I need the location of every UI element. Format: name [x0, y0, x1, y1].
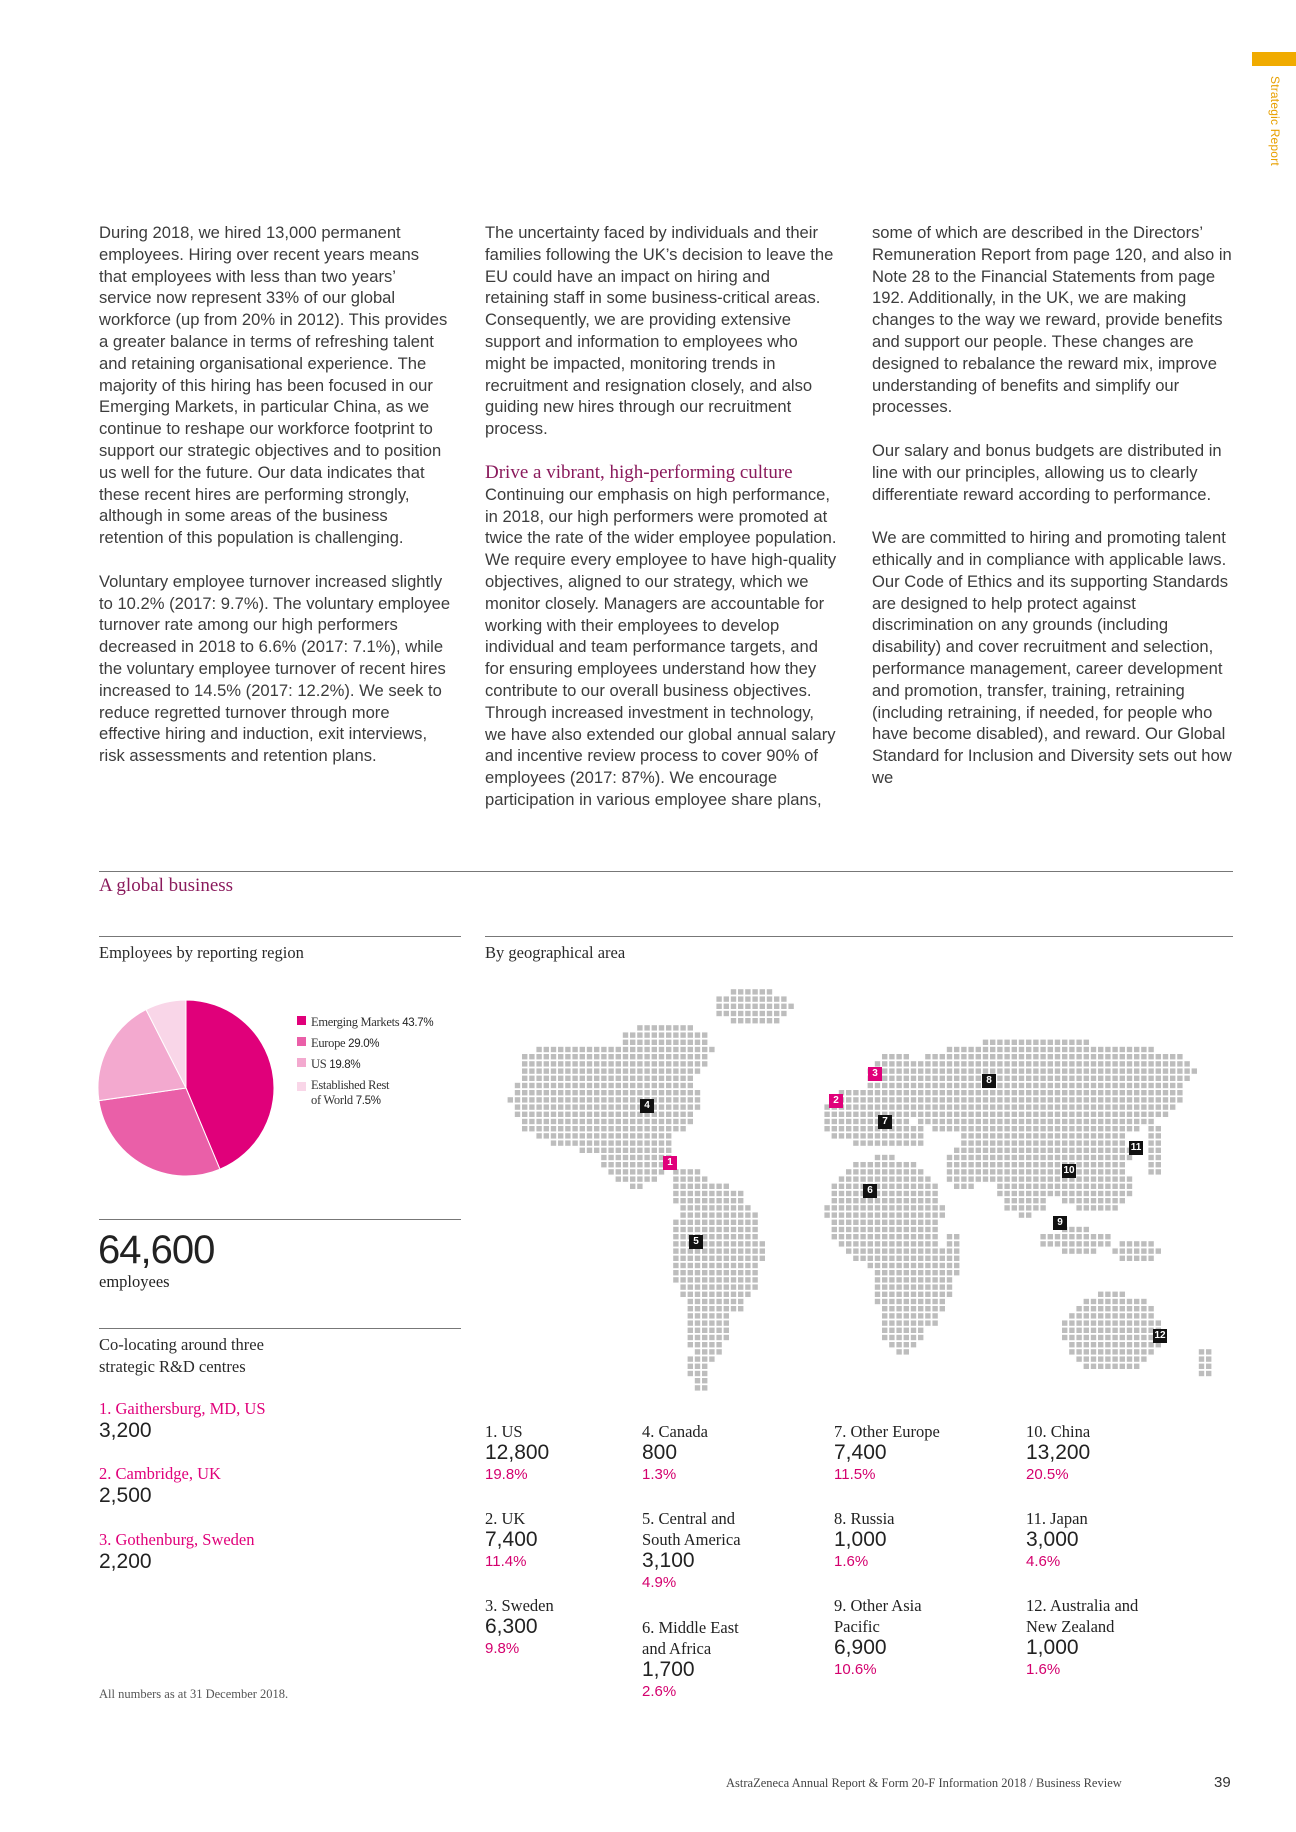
area-japan	[1026, 1508, 1186, 1570]
area-percent: 2.6%	[642, 1683, 677, 1700]
map-marker-11: 11	[1130, 1142, 1142, 1153]
area-percent: 4.6%	[1026, 1553, 1061, 1570]
area-value: 1,700	[642, 1658, 695, 1681]
area-value: 3,100	[642, 1549, 695, 1572]
map-marker-1: 1	[663, 1156, 677, 1170]
area-china	[1026, 1421, 1186, 1483]
area-name: 3. Sweden	[485, 1596, 554, 1615]
area-name: 11. Japan	[1026, 1509, 1088, 1528]
section-heading: Drive a vibrant, high-performing culture	[485, 461, 793, 483]
area-name-line: New Zealand	[1026, 1617, 1115, 1636]
legend-swatch	[297, 1058, 306, 1067]
area-name	[1026, 1595, 1186, 1637]
area-value: 6,300	[485, 1615, 538, 1638]
map-marker-8: 8	[982, 1074, 996, 1088]
map-marker-2: 2	[829, 1094, 843, 1108]
area-value: 1,000	[1026, 1636, 1079, 1659]
legend-item-established-row	[297, 1078, 433, 1109]
region-chart-title: Employees by reporting region	[99, 943, 304, 962]
rd-centre-name: 3. Gothenburg, Sweden	[99, 1530, 255, 1549]
paragraph: Continuing our emphasis on high performance, in 2018, our high performers were promoted at twice the rate of the wider employee population. We require every employee to have high-quality objectives, aligned to our strategy, which we monitor closely. Managers are accountable for working with their employees to develop individual and team performance targets, and for ensuring employees understand how they contribute to our overall business objectives. Through increased investment in technology, we have also extended our global annual salary and incentive review process to cover 90% of employees (2017: 87%). We encourage participation in various employee share plans,	[485, 484, 837, 809]
divider	[99, 1328, 461, 1329]
legend-swatch	[297, 1037, 306, 1046]
area-name: 10. China	[1026, 1422, 1091, 1441]
area-value: 6,900	[834, 1636, 887, 1659]
map-marker-10: 10	[1063, 1165, 1075, 1176]
map-land-dot	[731, 989, 736, 994]
area-name-line: 12. Australia and	[1026, 1596, 1139, 1615]
map-marker-9: 9	[1053, 1216, 1067, 1230]
divider	[99, 1219, 461, 1220]
legend-label: Europe	[311, 1036, 346, 1050]
rd-title-line: strategic R&D centres	[99, 1357, 246, 1376]
divider	[99, 936, 461, 937]
footnote: All numbers as at 31 December 2018.	[99, 1687, 289, 1701]
paragraph: Voluntary employee turnover increased slightly to 10.2% (2017: 9.7%). The voluntary employee turnover rate among our high performers decreased in 2018 to 6.6% (2017: 7.1%), while the voluntary employee turnover of recent hires increased to 14.5% (2017: 12.2%). We seek to reduce regretted turnover through more effective hiring and induction, exit interviews, risk assessments and retention plans.	[99, 571, 451, 766]
area-sweden	[485, 1595, 645, 1657]
area-percent: 9.8%	[485, 1640, 520, 1657]
area-name: 1. US	[485, 1422, 523, 1441]
area-uk	[485, 1508, 645, 1570]
text-column-3	[872, 222, 1240, 811]
area-percent: 1.6%	[1026, 1661, 1061, 1678]
area-percent: 11.5%	[834, 1466, 876, 1483]
area-percent: 4.9%	[642, 1574, 677, 1591]
area-value: 13,200	[1026, 1441, 1091, 1464]
area-percent: 20.5%	[1026, 1466, 1069, 1483]
legend-value: 29.0%	[348, 1038, 380, 1050]
legend-value: 7.5%	[355, 1095, 381, 1107]
rd-centre-value: 2,500	[99, 1484, 152, 1507]
legend-label: US	[311, 1057, 327, 1071]
area-name-line: 5. Central and	[642, 1509, 736, 1528]
geo-map-title: By geographical area	[485, 943, 626, 962]
area-other-asia-pacific	[834, 1595, 994, 1678]
area-name	[834, 1595, 994, 1637]
total-employees-value: 64,600	[98, 1228, 215, 1272]
pie-legend	[297, 1012, 433, 1109]
area-value: 3,000	[1026, 1528, 1079, 1551]
legend-item-emerging-markets	[297, 1012, 433, 1033]
map-marker-6: 6	[863, 1184, 877, 1198]
rd-title	[99, 1334, 264, 1378]
paragraph: The uncertainty faced by individuals and their families following the UK’s decision to leave the EU could have an impact on hiring and retaining staff in some business-critical areas. Consequently, we are providing extensive support and information to employees who might be impacted, monitoring trends in recruitment and resignation closely, and also guiding new hires through our recruitment process.	[485, 223, 834, 439]
text-column-2	[485, 222, 837, 833]
legend-item-us	[297, 1054, 433, 1075]
rd-title-line: Co-locating around three	[99, 1335, 264, 1354]
rd-centre-name: 1. Gaithersburg, MD, US	[99, 1399, 266, 1418]
area-value: 12,800	[485, 1441, 550, 1464]
divider	[485, 936, 1233, 937]
area-name-line: South America	[642, 1530, 741, 1549]
area-percent: 1.6%	[834, 1553, 869, 1570]
world-map-dots	[482, 978, 1242, 1410]
area-name	[642, 1617, 802, 1659]
area-australia-nz	[1026, 1595, 1186, 1678]
area-central-south-america	[642, 1508, 802, 1591]
paragraph: During 2018, we hired 13,000 permanent employees. Hiring over recent years means that employees with less than two years’ service now represent 33% of our global workforce (up from 20% in 2012). This provides a greater balance in terms of refreshing talent and retaining organisational experience. The majority of this hiring has been focused in our Emerging Markets, in particular China, as we continue to reshape our workforce footprint to support our strategic objectives and to position us well for the future. Our data indicates that these recent hires are performing strongly, although in some areas of the business retention of this population is challenging.	[99, 223, 448, 548]
legend-value: 43.7%	[402, 1017, 434, 1029]
map-marker-7: 7	[878, 1115, 892, 1129]
legend-value: 19.8%	[329, 1059, 361, 1071]
map-marker-12: 12	[1154, 1330, 1166, 1341]
legend-label: Established Rest	[311, 1078, 390, 1092]
map-marker-4: 4	[640, 1099, 654, 1113]
area-name-line: and Africa	[642, 1639, 712, 1658]
area-percent: 1.3%	[642, 1466, 677, 1483]
rd-centre	[99, 1464, 221, 1508]
area-name: 8. Russia	[834, 1509, 895, 1528]
area-name: 7. Other Europe	[834, 1422, 940, 1441]
area-percent: 19.8%	[485, 1466, 528, 1483]
legend-label: Emerging Markets	[311, 1015, 400, 1029]
region-pie-chart	[96, 998, 276, 1178]
legend-swatch	[297, 1016, 306, 1025]
area-value: 1,000	[834, 1528, 887, 1551]
paragraph: Our salary and bonus budgets are distributed in line with our principles, allowing us to clearly differentiate reward according to performance.	[872, 440, 1222, 504]
rd-centre-value: 3,200	[99, 1419, 152, 1442]
rd-centre	[99, 1399, 266, 1443]
area-name-line: Pacific	[834, 1617, 880, 1636]
total-employees-label: employees	[99, 1272, 170, 1291]
area-name-line: 9. Other Asia	[834, 1596, 922, 1615]
paragraph: some of which are described in the Directors’ Remuneration Report from page 120, and also in Note 28 to the Financial Statements from page 192. Additionally, in the UK, we are making changes to the way we reward, provide benefits and support our people. These changes are designed to rebalance the reward mix, improve understanding of benefits and simplify our processes.	[872, 223, 1232, 417]
area-name: 4. Canada	[642, 1422, 708, 1441]
area-other-europe	[834, 1421, 994, 1483]
paragraph: We are committed to hiring and promoting talent ethically and in compliance with applicable laws. Our Code of Ethics and its supporting Standards are designed to help protect against discrimination on any grounds (including disability) and cover recruitment and selection, performance management, career development and promotion, transfer, training, retraining (including retraining, if needed, for people who have become disabled), and reward. Our Global Standard for Inclusion and Diversity sets out how we	[872, 528, 1232, 787]
legend-label: of World	[311, 1093, 353, 1107]
divider	[99, 871, 1233, 872]
area-value: 800	[642, 1441, 678, 1464]
page-footer: AstraZeneca Annual Report & Form 20-F Information 2018 / Business Review	[726, 1776, 1122, 1790]
text-column-1	[99, 222, 451, 789]
rd-centre-value: 2,200	[99, 1550, 152, 1573]
world-map	[482, 978, 1242, 1410]
area-middle-east-africa	[642, 1617, 802, 1700]
section-title: A global business	[99, 875, 234, 896]
area-name	[642, 1508, 802, 1550]
area-value: 7,400	[834, 1441, 887, 1464]
legend-item-europe	[297, 1033, 433, 1054]
area-name: 2. UK	[485, 1509, 526, 1528]
area-percent: 11.4%	[485, 1553, 527, 1570]
area-percent: 10.6%	[834, 1661, 877, 1678]
rd-centre-name: 2. Cambridge, UK	[99, 1464, 221, 1483]
rd-centre	[99, 1530, 255, 1574]
area-value: 7,400	[485, 1528, 538, 1551]
area-name-line: 6. Middle East	[642, 1618, 739, 1637]
page-number: 39	[1214, 1774, 1231, 1791]
section-tab-label: Strategic Report	[1268, 76, 1282, 166]
section-tab-marker	[1252, 52, 1296, 66]
area-russia	[834, 1508, 994, 1570]
area-canada	[642, 1421, 802, 1483]
legend-swatch	[297, 1082, 306, 1091]
area-us	[485, 1421, 645, 1483]
map-marker-5: 5	[689, 1235, 703, 1249]
map-marker-3: 3	[868, 1067, 882, 1081]
